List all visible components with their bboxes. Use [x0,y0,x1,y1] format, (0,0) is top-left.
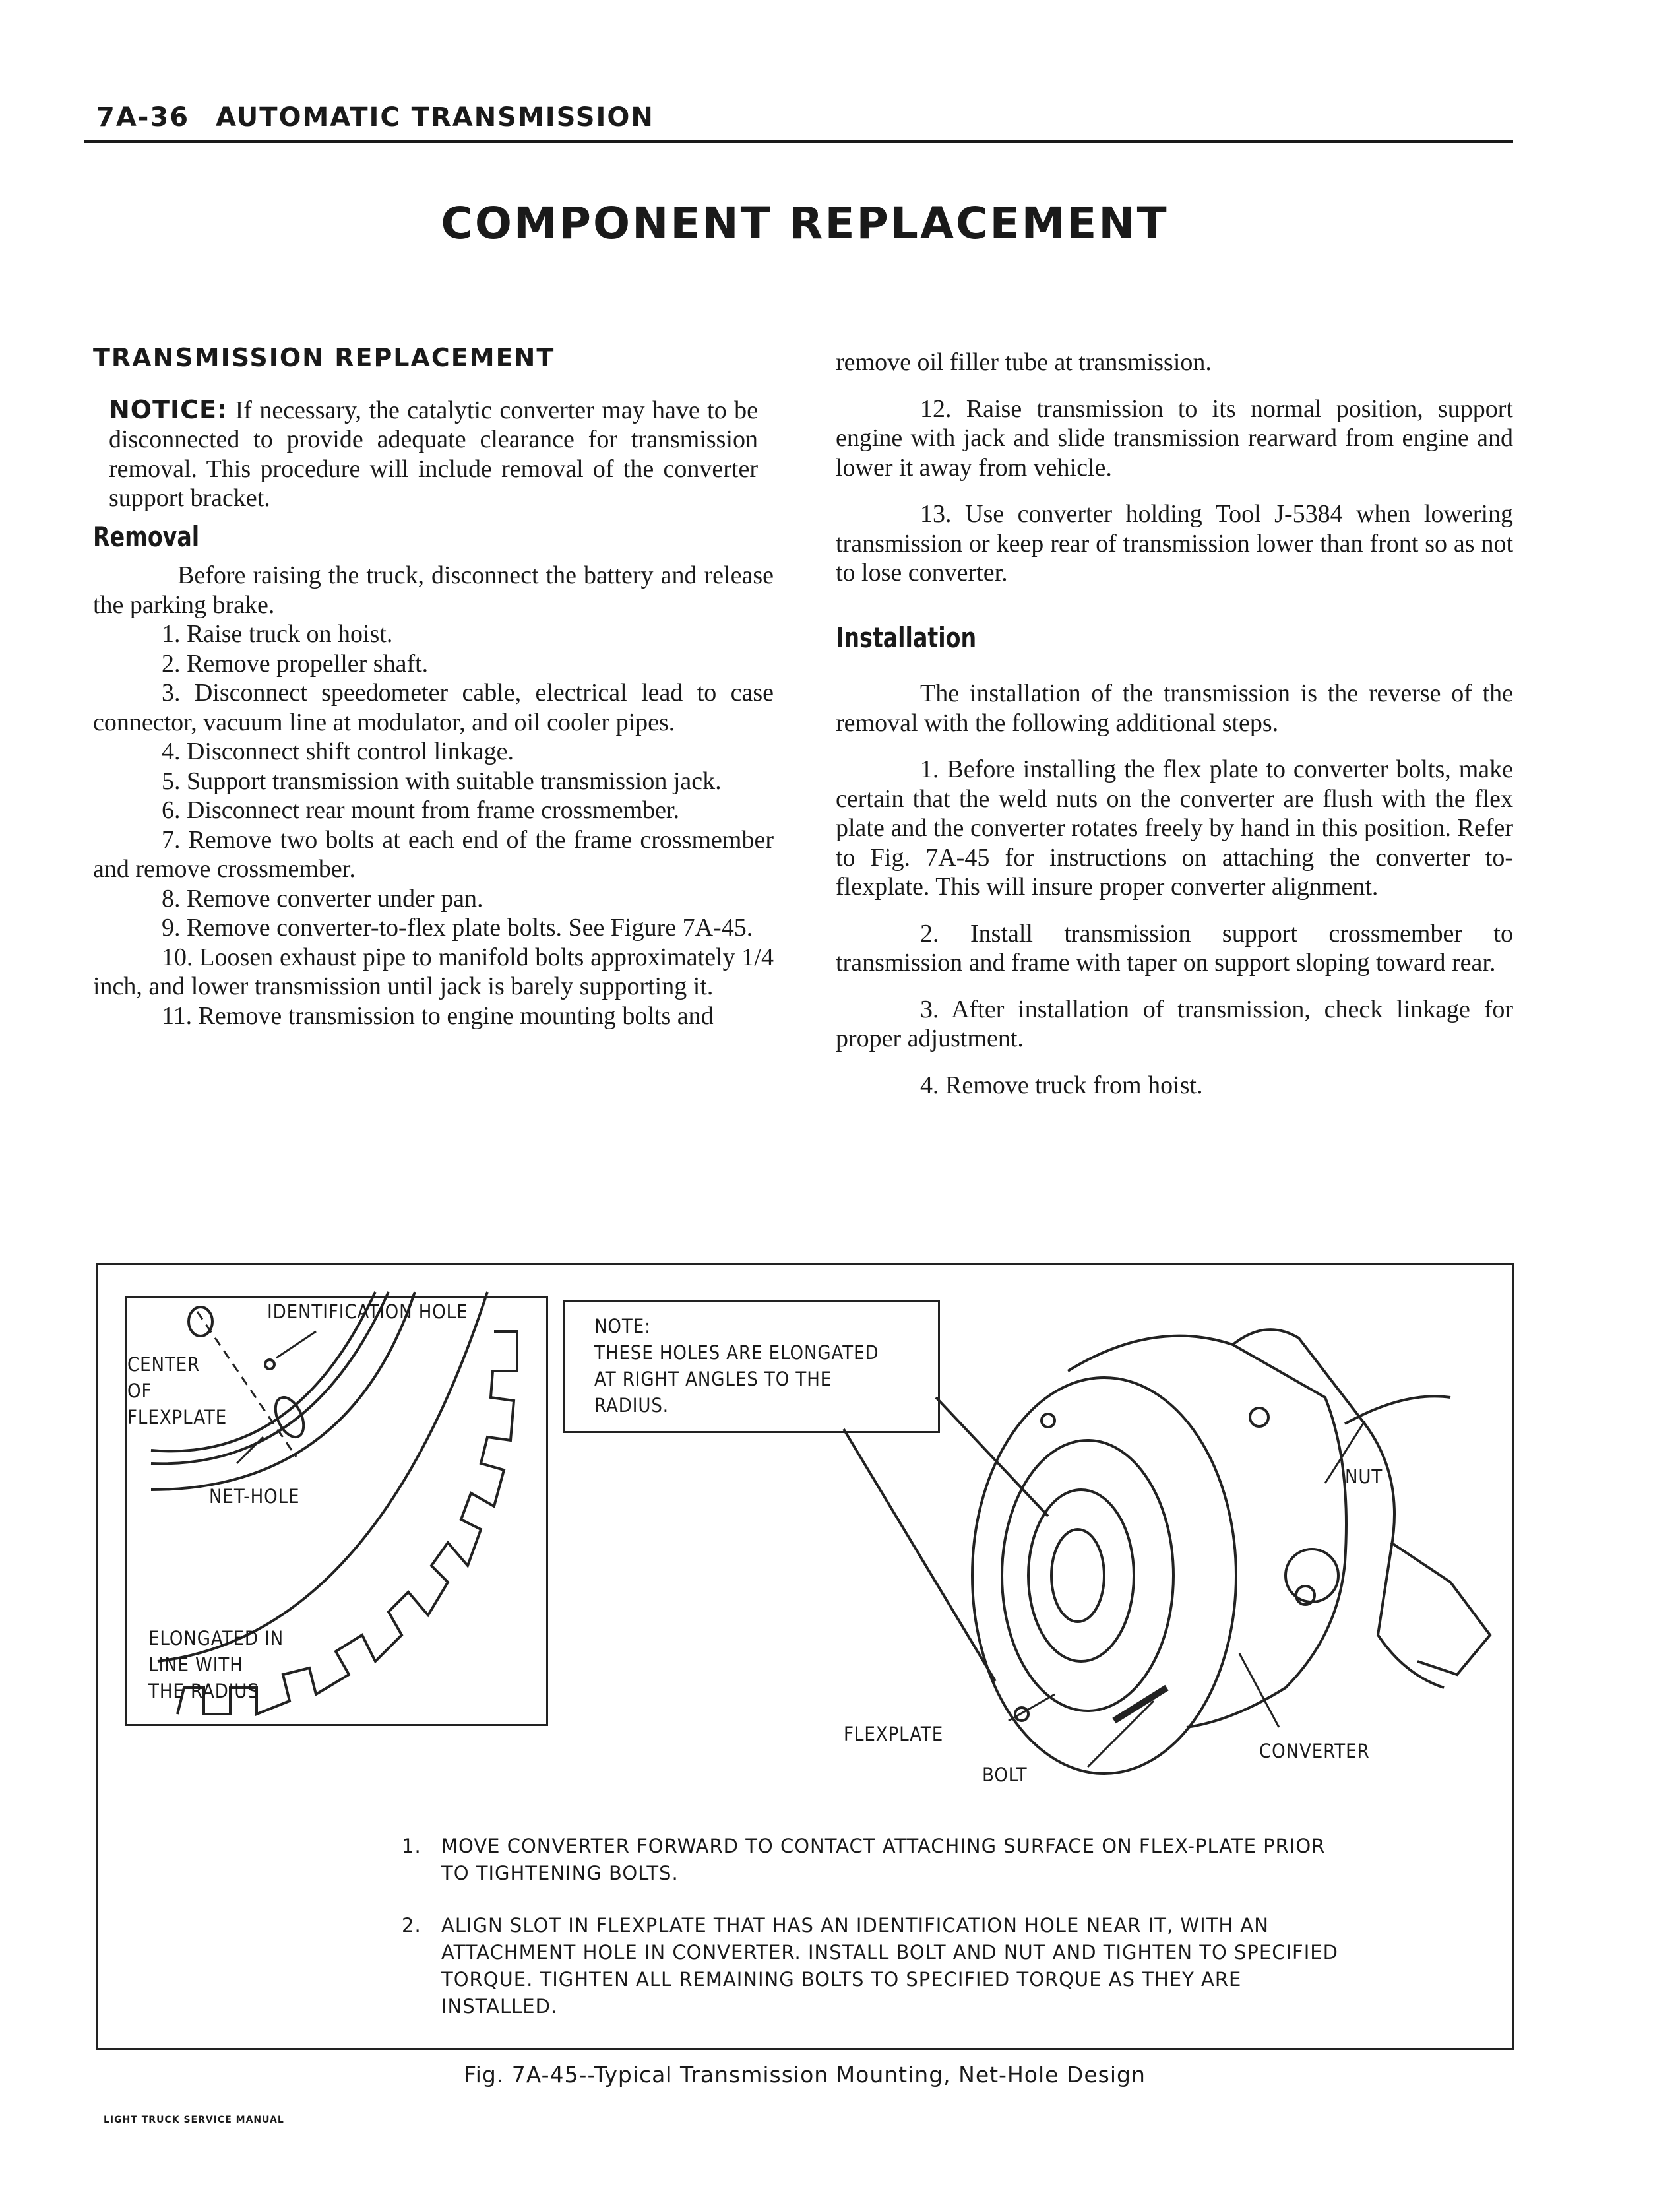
instruction-number: 2. [402,1914,421,1936]
header-rule [84,140,1513,143]
installation-step: 3. After installation of transmission, check linkage for proper adjustment. [836,995,1513,1052]
instruction-item [402,1912,1338,2020]
section-title: AUTOMATIC TRANSMISSION [216,102,654,133]
label-line: CENTER [127,1353,201,1376]
removal-step: 7. Remove two bolts at each end of the frame crossmember and remove crossmember. [93,825,774,883]
instruction-text: ALIGN SLOT IN FLEXPLATE THAT HAS AN IDENTIFICATION HOLE NEAR IT, WITH AN ATTACHMENT HOLE IN CONVERTER. INSTALL BOLT AND NUT AND TIGHTEN TO SPECIFIED TORQUE. TIGHTEN ALL REMAINING BOLTS TO SPECIFIED TORQUE AS THEY ARE INSTALLED. [441,1914,1338,2018]
instruction-item [402,1833,1338,1887]
note-text [594,1313,879,1419]
label-line: THE RADIUS [148,1680,259,1702]
label-center-of-flexplate [127,1351,227,1430]
label-nut: NUT [1345,1465,1383,1488]
footer: LIGHT TRUCK SERVICE MANUAL [104,2115,284,2125]
figure-caption: Fig. 7A-45--Typical Transmission Mounting, Net-Hole Design [464,2062,1146,2088]
figure-7a-45 [96,1263,1514,2050]
label-flexplate: FLEXPLATE [844,1723,944,1745]
label-converter: CONVERTER [1259,1740,1370,1762]
removal-step: 4. Disconnect shift control linkage. [162,738,514,765]
removal-step: 3. Disconnect speedometer cable, electrical lead to case connector, vacuum line at modulator, and oil cooler pipes. [93,679,774,736]
label-net-hole: NET-HOLE [209,1485,300,1508]
removal-step: 11. Remove transmission to engine mounting bolts and [162,1002,714,1030]
removal-step: 1. Raise truck on hoist. [162,620,393,648]
notice [93,395,774,513]
installation-step: 1. Before installing the flex plate to converter bolts, make certain that the weld nuts on the converter are flush with the flex plate and the converter rotates freely by hand in this position. Refer to Fig. 7A-45 for instructions on attaching the converter to-flexplate. This will insure proper converter alignment. [836,755,1513,901]
removal-step: 2. Remove propeller shaft. [162,649,429,678]
section-heading: TRANSMISSION REPLACEMENT [93,343,555,372]
continued-text: remove oil filler tube at transmission. [836,348,1212,376]
label-line: LINE WITH [148,1653,243,1676]
removal-step: 5. Support transmission with suitable transmission jack. [162,767,722,795]
notice-label: NOTICE: [109,395,228,424]
removal-step: 6. Disconnect rear mount from frame crossmember. [162,796,680,824]
removal-step: 9. Remove converter-to-flex plate bolts. See Figure 7A-45. [162,914,753,942]
note-line: AT RIGHT ANGLES TO THE [594,1368,832,1390]
removal-step: 8. Remove converter under pan. [162,884,483,912]
left-column [93,343,774,1031]
installation-intro: The installation of the transmission is the reverse of the removal with the following additional steps. [836,680,1513,737]
label-line: FLEXPLATE [127,1406,228,1428]
removal-step: 13. Use converter holding Tool J-5384 when lowering transmission or keep rear of transmission lower than front so as not to lose converter. [836,500,1513,587]
removal-step: 10. Loosen exhaust pipe to manifold bolts approximately 1/4 inch, and lower transmission until jack is barely supporting it. [93,943,774,1000]
note-line: THESE HOLES ARE ELONGATED [594,1341,879,1364]
removal-step: 12. Raise transmission to its normal position, support engine with jack and slide transmission rearward from engine and lower it away from vehicle. [836,395,1513,482]
page-title: COMPONENT REPLACEMENT [441,198,1169,249]
label-line: ELONGATED IN [148,1627,284,1649]
page-header [96,102,654,133]
installation-heading: Installation [836,621,977,654]
label-identification-hole: IDENTIFICATION HOLE [267,1300,468,1323]
label-line: OF [127,1380,152,1402]
label-bolt: BOLT [982,1764,1028,1786]
instruction-number: 1. [402,1835,421,1857]
removal-heading: Removal [93,520,200,553]
notice-text: If necessary, the catalytic converter may have to be disconnected to provide adequate clearance for transmission removal. This procedure will include removal of the converter support bracket. [109,396,758,512]
removal-intro: Before raising the truck, disconnect the battery and release the parking brake. [93,561,774,619]
right-column [836,348,1513,1100]
note-line: RADIUS. [594,1394,669,1417]
installation-step: 4. Remove truck from hoist. [920,1071,1203,1099]
instruction-text: MOVE CONVERTER FORWARD TO CONTACT ATTACHING SURFACE ON FLEX-PLATE PRIOR TO TIGHTENING BOLTS. [441,1835,1326,1884]
note-line: NOTE: [594,1315,651,1337]
installation-step: 2. Install transmission support crossmember to transmission and frame with taper on support sloping toward rear. [836,919,1513,976]
label-elongated [148,1625,284,1704]
figure-instructions [402,1833,1338,2045]
page-number: 7A-36 [96,102,190,133]
